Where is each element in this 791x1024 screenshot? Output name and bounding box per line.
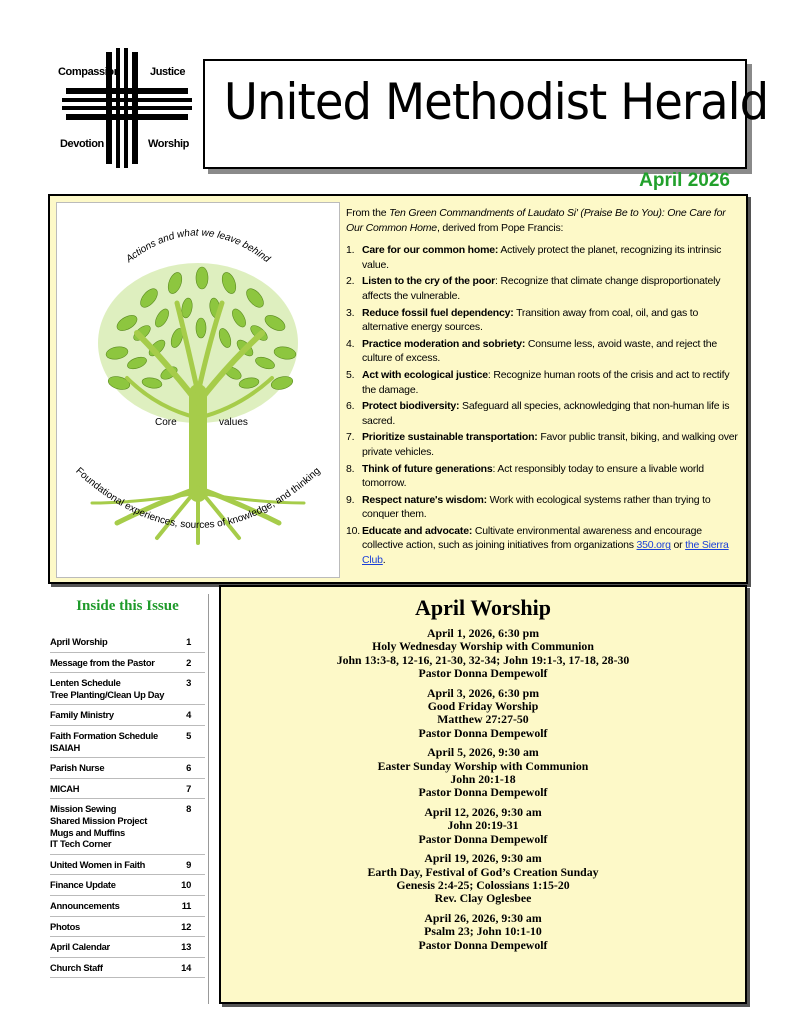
toc-page-number: 4	[186, 709, 191, 721]
issue-date: April 2026	[639, 170, 730, 191]
toc-row	[50, 855, 205, 876]
tree-core-label: Core	[155, 417, 177, 428]
toc-label: Faith Formation Schedule ISAIAH	[50, 729, 158, 753]
toc-row	[50, 632, 205, 653]
church-logo	[56, 46, 198, 170]
intro-source: Ten Green Commandments of Laudato Si' (Praise Be to You): One Care for Our Common Home	[346, 207, 726, 234]
table-of-contents	[50, 632, 205, 978]
toc-row	[50, 705, 205, 726]
toc-row	[50, 937, 205, 958]
toc-page-number: 6	[186, 762, 191, 774]
masthead	[203, 59, 769, 169]
commandment-heading: Educate and advocate:	[362, 524, 473, 537]
worship-services	[221, 627, 745, 952]
commandments-panel	[48, 194, 748, 584]
toc-page-number: 9	[186, 858, 191, 870]
intro-suffix: , derived from Pope Francis:	[436, 221, 564, 234]
service-line: John 13:3-8, 12-16, 21-30, 32-34; John 19:1-3, 17-18, 28-30	[336, 652, 630, 667]
svg-text:Actions and what we leave behi	[123, 227, 272, 265]
service-line: April 1, 2026, 6:30 pm	[426, 626, 540, 640]
commandment-body: Cultivate environmental awareness and encourage collective action, such as joining initiatives from organizations	[362, 524, 702, 552]
service-line: Easter Sunday Worship with Communion	[377, 758, 589, 773]
logo-word-justice: Justice	[150, 66, 186, 78]
worship-service	[221, 852, 745, 906]
service-line: April 26, 2026, 9:30 am	[424, 910, 542, 925]
link-sierra-club[interactable]: the Sierra Club	[362, 539, 729, 567]
toc-page-number: 3	[186, 677, 191, 689]
commandment-item	[346, 462, 738, 491]
commandment-item	[346, 306, 738, 335]
toc-label: Announcements	[50, 899, 120, 911]
commandments-intro	[346, 206, 738, 235]
commandment-number: 5.	[346, 368, 355, 381]
toc-label: United Women in Faith	[50, 858, 146, 870]
worship-service	[221, 806, 745, 846]
commandment-body: Actively protect the planet, recognizing its intrinsic value.	[362, 244, 722, 271]
service-line: April 12, 2026, 9:30 am	[424, 804, 542, 819]
service-line: Earth Day, Festival of God’s Creation Sunday	[367, 864, 599, 879]
service-line: Matthew 27:27-50	[437, 712, 529, 727]
toc-row	[50, 917, 205, 938]
commandment-heading: Care for our common home:	[362, 244, 499, 257]
toc-label: Family Ministry	[50, 709, 114, 721]
toc-title: Inside this Issue	[76, 598, 179, 614]
service-line: Pastor Donna Dempewolf	[418, 831, 548, 846]
commandment-body: Safeguard all species, acknowledging that non-human life is sacred.	[362, 400, 730, 427]
service-line: Pastor Donna Dempewolf	[418, 725, 548, 740]
toc-label: Message from the Pastor	[50, 656, 155, 668]
commandment-body: Work with ecological systems rather than trying to conquer them.	[362, 493, 711, 521]
intro-prefix: From the	[346, 207, 390, 219]
toc-row	[50, 799, 205, 854]
toc-page-number: 1	[186, 636, 191, 647]
toc-label: April Calendar	[50, 941, 110, 953]
commandment-item	[346, 337, 738, 366]
worship-service	[221, 627, 745, 681]
toc-row	[50, 958, 205, 979]
commandment-heading: Think of future generations	[362, 462, 493, 475]
commandment-number: 4.	[346, 337, 355, 350]
toc-divider	[208, 594, 209, 1004]
commandment-number: 3.	[346, 306, 355, 319]
toc-page-number: 12	[181, 920, 191, 932]
worship-service	[221, 746, 745, 800]
commandment-item	[346, 399, 738, 428]
service-line: Good Friday Worship	[427, 699, 539, 714]
worship-title: April Worship	[415, 595, 551, 620]
logo-word-worship: Worship	[148, 138, 189, 150]
newsletter-title: United Methodist Herald	[223, 73, 769, 131]
commandment-item	[346, 243, 738, 272]
commandment-heading: Protect biodiversity:	[362, 400, 460, 413]
service-line: Pastor Donna Dempewolf	[418, 937, 548, 952]
toc-page-number: 7	[186, 782, 191, 794]
service-line: John 20:19-31	[447, 818, 519, 833]
service-line: John 20:1-18	[450, 772, 516, 787]
tree-illustration	[56, 202, 340, 578]
service-line: Pastor Donna Dempewolf	[418, 785, 548, 800]
commandment-body: Favor public transit, biking, and walking over private vehicles.	[362, 431, 738, 458]
toc-label: Lenten Schedule Tree Planting/Clean Up Day	[50, 677, 165, 700]
service-line: April 5, 2026, 9:30 am	[427, 745, 539, 760]
toc-label: MICAH	[50, 782, 80, 794]
commandment-heading: Prioritize sustainable transportation:	[362, 431, 538, 444]
tree-icon	[57, 203, 339, 577]
commandment-heading: Listen to the cry of the poor	[362, 275, 496, 288]
commandment-item	[346, 368, 738, 397]
commandment-body: Transition away from coal, oil, and gas to alternative energy sources.	[362, 306, 699, 334]
toc-row	[50, 758, 205, 779]
toc-page-number: 8	[186, 803, 191, 815]
logo-word-devotion: Devotion	[60, 138, 104, 150]
service-line: Genesis 2:4-25; Colossians 1:15-20	[396, 877, 570, 892]
toc-row	[50, 896, 205, 917]
toc-page-number: 11	[181, 899, 191, 911]
commandment-number: 8.	[346, 462, 355, 475]
tree-values-label: values	[219, 417, 248, 428]
link-350-org[interactable]: 350.org	[636, 539, 671, 552]
toc-label: Photos	[50, 920, 80, 932]
toc-page-number: 13	[181, 941, 191, 953]
toc-row	[50, 779, 205, 800]
tree-top-label: Actions and what we leave behind	[124, 227, 272, 266]
commandment-item	[346, 524, 738, 568]
commandment-number: 7.	[346, 431, 355, 444]
commandments-list	[346, 243, 738, 567]
cross-icon	[56, 46, 198, 170]
commandment-body: : Recognize human roots of the crisis and act to rectify the damage.	[362, 368, 730, 396]
service-line: Rev. Clay Oglesbee	[434, 891, 532, 906]
commandment-number: 9.	[346, 493, 355, 506]
toc-label: Parish Nurse	[50, 762, 105, 774]
commandment-heading: Practice moderation and sobriety:	[362, 337, 526, 350]
worship-schedule	[219, 585, 747, 1004]
toc-label: Finance Update	[50, 879, 116, 891]
toc-label: April Worship	[50, 636, 108, 647]
commandment-item	[346, 430, 738, 459]
toc-row	[50, 875, 205, 896]
commandment-number: 1.	[346, 244, 355, 257]
commandment-heading: Act with ecological justice	[362, 368, 488, 381]
worship-service	[221, 687, 745, 741]
tree-bottom-label: Foundational experiences, sources of knowledge, and thinking	[73, 465, 323, 532]
commandment-item	[346, 274, 738, 303]
toc-page-number: 14	[181, 961, 191, 973]
service-line: Holy Wednesday Worship with Communion	[372, 639, 594, 654]
toc-page-number: 5	[186, 729, 191, 741]
toc-label: Church Staff	[50, 961, 103, 973]
commandment-number: 2.	[346, 275, 355, 288]
commandment-body: Consume less, avoid waste, and reject the culture of excess.	[362, 337, 717, 365]
toc-label: Mission Sewing Shared Mission Project Mugs and Muffins IT Tech Corner	[50, 803, 148, 850]
service-line: April 3, 2026, 6:30 pm	[426, 685, 540, 700]
commandments-text	[346, 206, 738, 570]
commandment-body: : Recognize that climate change disproportionately affects the vulnerable.	[362, 275, 721, 302]
link-separator: or	[670, 539, 686, 552]
commandment-body: : Act responsibly today to ensure a livable world tomorrow.	[362, 462, 704, 490]
logo-word-compassion: Compassion	[58, 66, 121, 78]
commandment-number: 6.	[346, 400, 355, 413]
toc-page-number: 10	[181, 879, 191, 891]
commandment-end: .	[382, 554, 386, 567]
toc-row	[50, 726, 205, 758]
worship-service	[221, 912, 745, 952]
commandment-item	[346, 493, 738, 522]
service-line: Pastor Donna Dempewolf	[418, 666, 548, 681]
service-line: April 19, 2026, 9:30 am	[424, 851, 542, 866]
commandment-heading: Respect nature's wisdom:	[362, 493, 487, 506]
toc-row	[50, 673, 205, 705]
toc-page-number: 2	[186, 656, 191, 668]
commandment-heading: Reduce fossil fuel dependency:	[362, 306, 514, 319]
commandment-number: 10.	[346, 524, 360, 537]
toc-row	[50, 653, 205, 674]
service-line: Psalm 23; John 10:1-10	[424, 924, 542, 939]
